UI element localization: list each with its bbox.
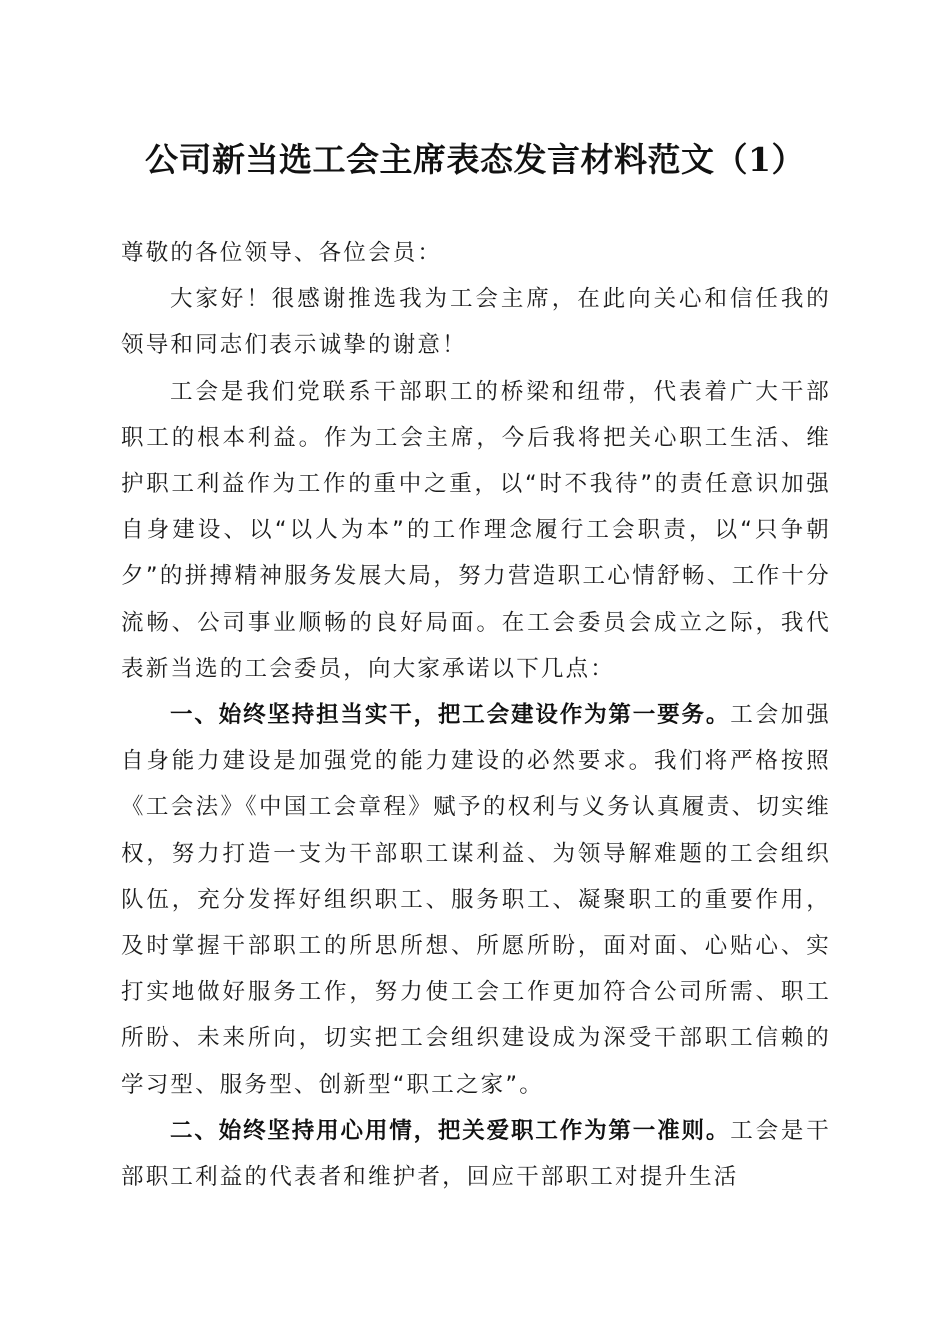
paragraph-greeting: [121, 276, 831, 368]
paragraph-text: 工会是干部职工利益的代表者和维护者，回应干部职工对提升生活: [121, 1117, 831, 1191]
paragraph-heading: 二、始终坚持用心用情，把关爱职工作为第一准则。: [170, 1117, 731, 1144]
paragraph-point-one: [121, 692, 831, 1108]
paragraph-text: 工会是我们党联系干部职工的桥梁和纽带，代表着广大干部职工的根本利益。作为工会主席，今后我将把关心职工生活、维护职工利益作为工作的重中之重，以“时不我待”的责任意识加强自身建设、以“以人为本”的工作理念履行工会职责，以“只争朝夕”的拼搏精神服务发展大局，努力营造职工心情舒畅、工作十分流畅、公司事业顺畅的良好局面。在工会委员会成立之际，我代表新当选的工会委员，向大家承诺以下几点：: [121, 378, 831, 682]
paragraph-text: 大家好！很感谢推选我为工会主席，在此向关心和信任我的领导和同志们表示诚挚的谢意！: [121, 286, 831, 359]
paragraph-text: 工会加强自身能力建设是加强党的能力建设的必然要求。我们将严格按照《工会法》《中国工会章程》赋予的权利与义务认真履责、切实维权，努力打造一支为干部职工谋利益、为领导解难题的工会组织队伍，充分发挥好组织职工、服务职工、凝聚职工的重要作用，及时掌握干部职工的所思所想、所愿所盼，面对面、心贴心、实打实地做好服务工作，努力使工会工作更加符合公司所需、职工所盼、未来所向，切实把工会组织建设成为深受干部职工信赖的学习型、服务型、创新型“职工之家”。: [121, 702, 831, 1098]
document-body: [121, 230, 831, 1200]
document-title: 公司新当选工会主席表态发言材料范文（1）: [145, 140, 805, 179]
paragraph-intro: [121, 369, 831, 692]
salutation: 尊敬的各位领导、各位会员：: [121, 240, 443, 266]
paragraph-point-two: [121, 1108, 831, 1200]
paragraph-heading: 一、始终坚持担当实干，把工会建设作为第一要务。: [170, 702, 731, 729]
